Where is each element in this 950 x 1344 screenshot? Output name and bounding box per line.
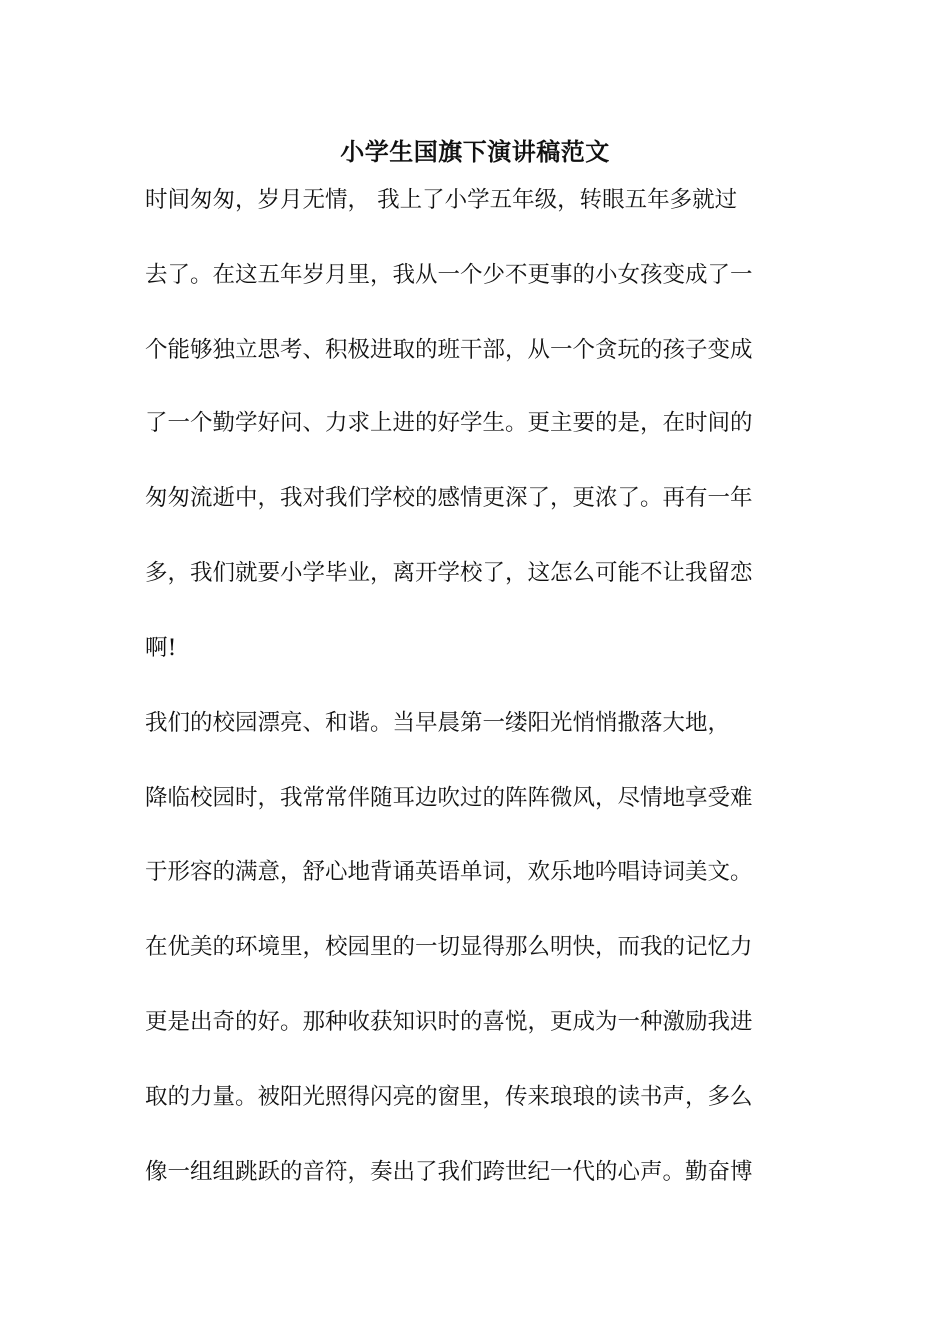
document-title: 小学生国旗下演讲稿范文	[340, 137, 610, 166]
paragraph-line: 个能够独立思考、积极进取的班干部，从一个贪玩的孩子变成	[145, 337, 753, 363]
paragraph-line: 啊!	[145, 635, 177, 661]
paragraph-line: 多，我们就要小学毕业，离开学校了，这怎么可能不让我留恋	[145, 560, 753, 586]
paragraph-line: 在优美的环境里，校园里的一切显得那么明快，而我的记忆力	[145, 934, 753, 960]
paragraph-line: 我们的校园漂亮、和谐。当早晨第一缕阳光悄悄撒落大地，	[145, 710, 731, 736]
paragraph-line: 时间匆匆，岁月无情， 我上了小学五年级，转眼五年多就过	[145, 187, 738, 213]
paragraph-line: 了一个勤学好问、力求上进的好学生。更主要的是，在时间的	[145, 410, 753, 436]
paragraph-line: 降临校园时，我常常伴随耳边吹过的阵阵微风，尽情地享受难	[145, 785, 753, 811]
paragraph-line: 去了。在这五年岁月里，我从一个少不更事的小女孩变成了一	[145, 262, 753, 288]
paragraph-line: 取的力量。被阳光照得闪亮的窗里，传来琅琅的读书声，多么	[145, 1084, 753, 1110]
paragraph-line: 匆匆流逝中，我对我们学校的感情更深了，更浓了。再有一年	[145, 485, 753, 511]
paragraph-line: 更是出奇的好。那种收获知识时的喜悦，更成为一种激励我进	[145, 1009, 753, 1035]
paragraph-line: 像一组组跳跃的音符，奏出了我们跨世纪一代的心声。勤奋博	[145, 1159, 753, 1185]
paragraph-line: 于形容的满意，舒心地背诵英语单词，欢乐地吟唱诗词美文。	[145, 859, 753, 885]
